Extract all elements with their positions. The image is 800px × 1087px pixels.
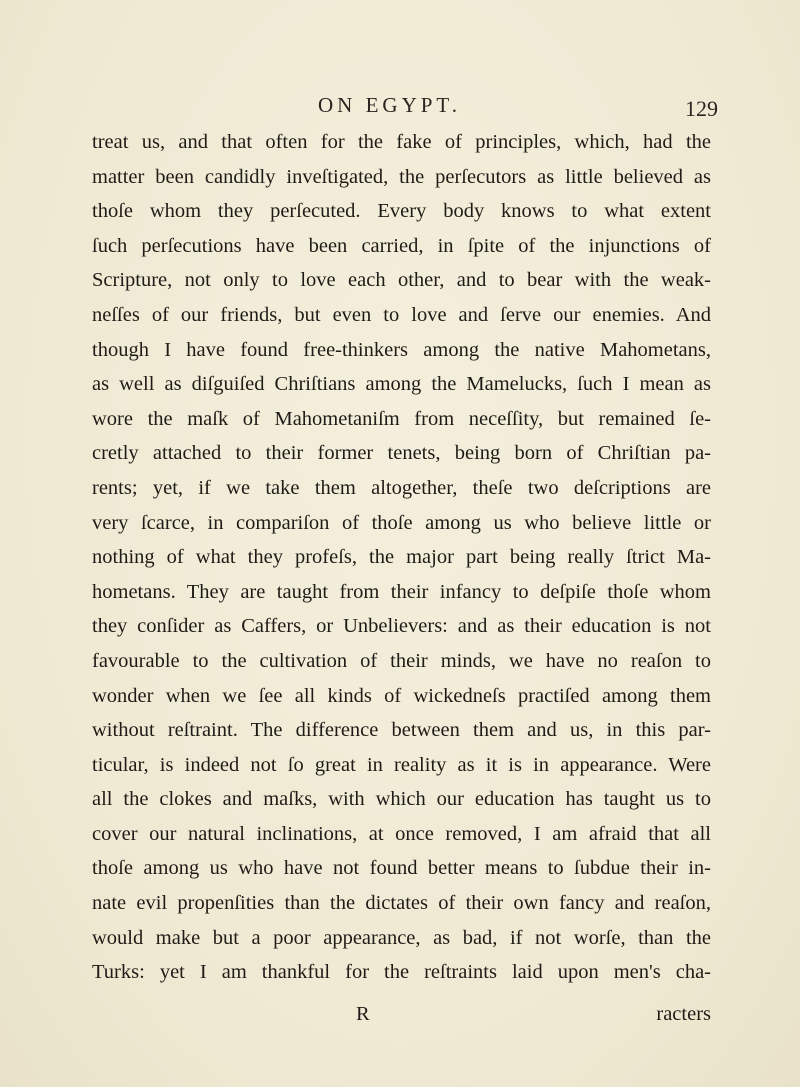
text-line: as well as diſguiſed Chriſtians among the Mamelucks, ſuch I mean as (92, 373, 711, 396)
running-title: ON EGYPT. (318, 93, 461, 117)
text-line: cover our natural inclinations, at once removed, I am afraid that all (92, 822, 711, 845)
text-line: nothing of what they profeſs, the major part being really ſtrict Ma- (92, 546, 711, 569)
signature-mark: R (356, 1003, 370, 1025)
text-line: matter been candidly inveſtigated, the perſecutors as little believed as (92, 165, 711, 188)
text-line: they conſider as Caffers, or Unbelievers: and as their education is not (92, 615, 711, 638)
text-line: thoſe whom they perſecuted. Every body knows to what extent (92, 200, 711, 223)
text-line: ſuch perſecutions have been carried, in ſpite of the injunctions of (92, 234, 711, 257)
text-line: treat us, and that often for the fake of principles, which, had the (92, 131, 711, 153)
text-line: would make but a poor appearance, as bad, if not worſe, than the (92, 926, 711, 949)
page-footer (92, 997, 711, 1031)
text-line: ticular, is indeed not ſo great in reality as it is in appearance. Were (92, 753, 711, 776)
text-line: favourable to the cultivation of their minds, we have no reaſon to (92, 649, 711, 672)
text-line: Scripture, not only to love each other, and to bear with the weak- (92, 269, 711, 292)
text-line: very ſcarce, in compariſon of thoſe among us who believe little or (92, 511, 711, 534)
text-line: though I have found free-thinkers among the native Mahometans, (92, 338, 711, 361)
text-line: rents; yet, if we take them altogether, theſe two deſcriptions are (92, 476, 711, 499)
text-line: without reſtraint. The difference between them and us, in this par- (92, 719, 711, 742)
text-line: wonder when we ſee all kinds of wickedneſs practiſed among them (92, 684, 711, 707)
text-line: hometans. They are taught from their infancy to deſpiſe thoſe whom (92, 580, 711, 603)
page-number: 129 (685, 96, 718, 121)
catchword: racters (656, 1003, 711, 1025)
text-line: wore the maſk of Mahometaniſm from neceſſity, but remained ſe- (92, 407, 711, 430)
text-line: cretly attached to their former tenets, being born of Chriſtian pa- (92, 442, 711, 465)
text-line: neſſes of our friends, but even to love and ſerve our enemies. And (92, 303, 711, 326)
body-text (92, 125, 711, 990)
text-line: nate evil propenſities than the dictates of their own fancy and reaſon, (92, 892, 711, 915)
text-line: thoſe among us who have not found better means to ſubdue their in- (92, 857, 711, 880)
text-line: all the clokes and maſks, with which our education has taught us to (92, 788, 711, 811)
text-line: Turks: yet I am thankful for the reſtraints laid upon men's cha- (92, 961, 711, 984)
